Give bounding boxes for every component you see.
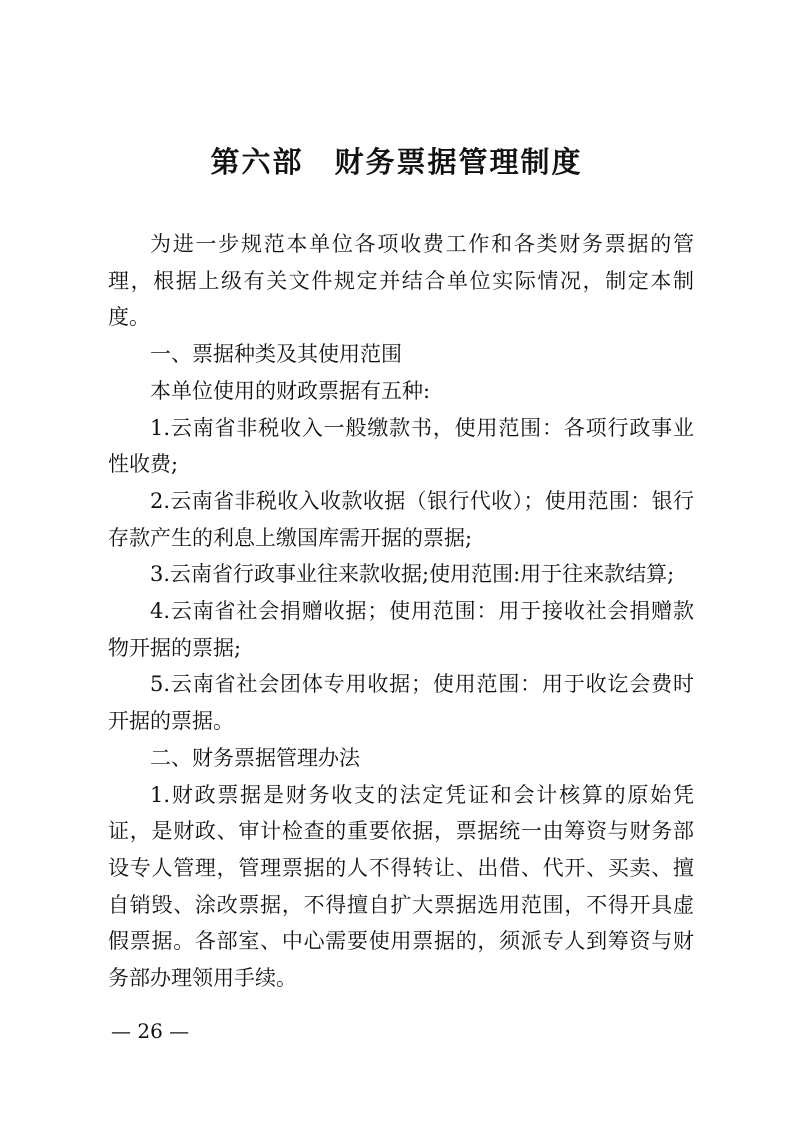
list-item-3: 3.云南省行政事业往来款收据;使用范围:用于往来款结算; <box>150 562 675 587</box>
paragraph-intro: 为进一步规范本单位各项收费工作和各类财务票据的管理，根据上级有关文件规定并结合单位实际情况，制定本制度。 <box>108 232 694 330</box>
section-heading-1: 一、票据种类及其使用范围 <box>150 342 402 367</box>
paragraph-five-types: 本单位使用的财政票据有五种: <box>150 378 431 403</box>
list-item-1: 1.云南省非税收入一般缴款书，使用范围：各项行政事业性收费; <box>108 415 694 477</box>
list-item-4: 4.云南省社会捐赠收据；使用范围：用于接收社会捐赠款物开据的票据; <box>108 599 694 660</box>
section-heading-2: 二、财务票据管理办法 <box>150 745 360 770</box>
list-item-2: 2.云南省非税收入收款收据（银行代收）；使用范围：银行存款产生的利息上缴国库需开据的票据; <box>108 488 694 550</box>
document-body <box>108 226 694 997</box>
page-number: — 26 — <box>111 1019 190 1043</box>
list-item-5: 5.云南省社会团体专用收据；使用范围：用于收讫会费时开据的票据。 <box>108 672 694 734</box>
paragraph-management-1: 1.财政票据是财务收支的法定凭证和会计核算的原始凭证，是财政、审计检查的重要依据，票据统一由筹资与财务部设专人管理，管理票据的人不得转让、出借、代开、买卖、擅自销毁、涂改票据，不得擅自扩大票据选用范围，不得开具虚假票据。各部室、中心需要使用票据的，须派专人到筹资与财务部办理领用手续。 <box>108 782 694 991</box>
page-title: 第六部 财务票据管理制度 <box>210 145 583 179</box>
